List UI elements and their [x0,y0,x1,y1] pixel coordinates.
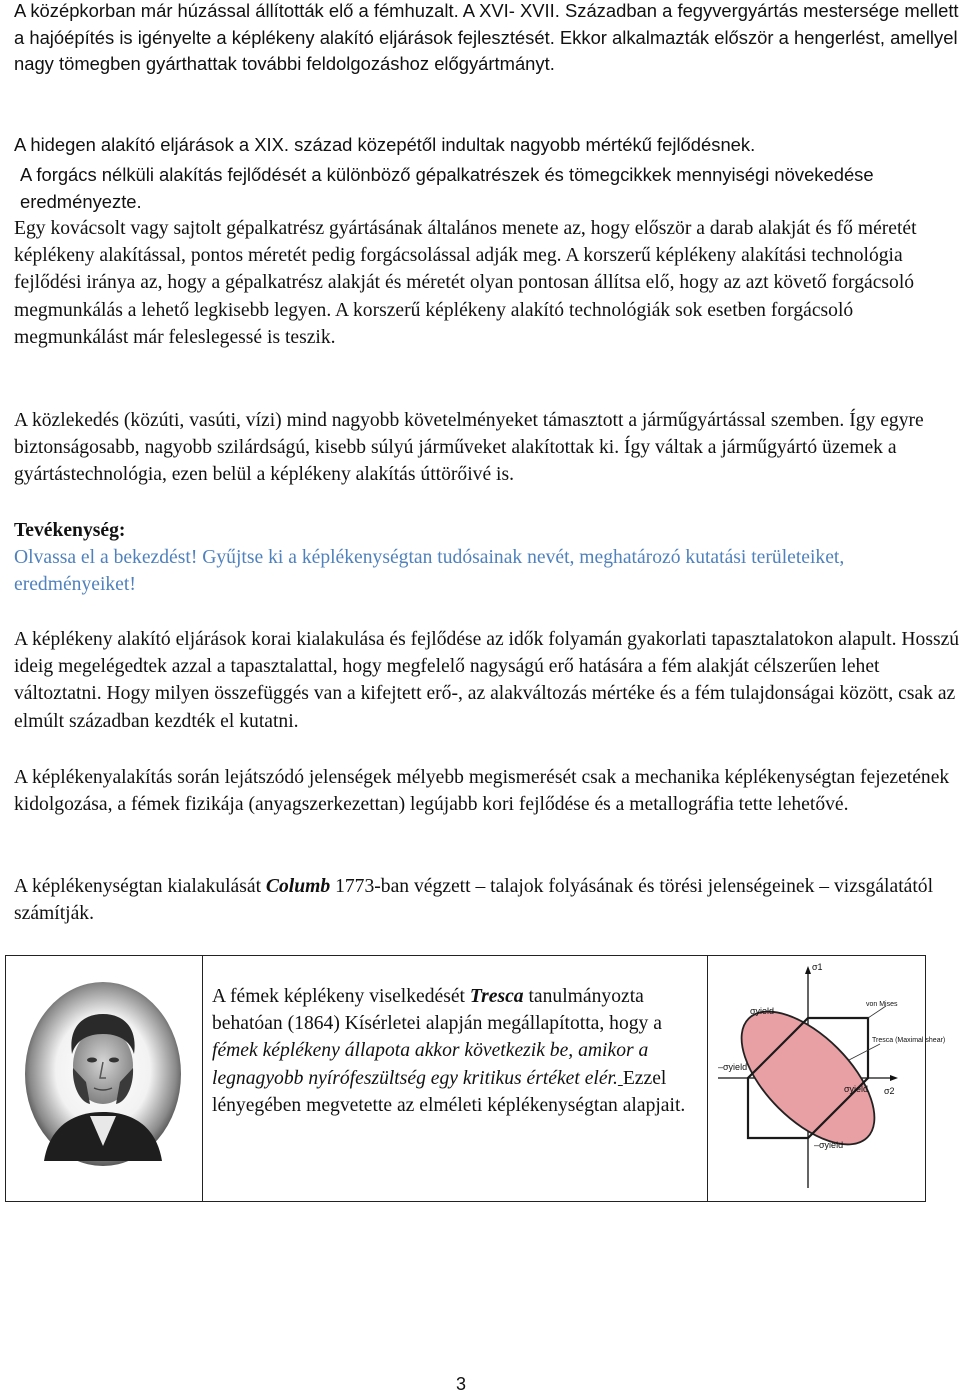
sigma1-label: σ1 [812,962,823,972]
paragraph-early-forming: A képlékeny alakító eljárások korai kialakulása és fejlődése az idők folyamán gyakorlati tapasztalatokon alapult. Hosszú ideig megelégedtek azzal a tapasztalattal, hogy megfelelő nagyságú erő hatására a fém alakját célszerűen lehet változtatni. Hogy milyen összefüggés van a kifejtett erő-, az alakváltozás mértéke és a fém tulajdonságai között, csak az elmúlt században kezdték el kutatni. [14,629,960,732]
tresca-criterion: fémek képlékeny állapota akkor következik be, amikor a legnagyobb nyírófeszültség egy kritikus értéket elér. [212,1040,649,1089]
portrait-cell [6,956,203,1202]
paragraph-chipless-forming: A forgács nélküli alakítás fejlődését a különböző gépalkatrészek és tömegcikkek mennyiségi növekedése eredményezte. [20,164,874,212]
tresca-name: Tresca [469,986,524,1007]
paragraph-cold-forming: A hidegen alakító eljárások a XIX. század közepétől indultak nagyobb mértékű fejlődésnek. [14,134,756,155]
activity-text: Olvassa el a bekezdést! Gyűjtse ki a képlékenységtan tudósainak nevét, meghatározó kutatási területeiket, eredményeiket! [14,547,845,596]
syield-right-label: σyield [844,1084,869,1094]
von-mises-label: von Mises [866,1001,898,1008]
tresca-table [5,955,946,1202]
paragraph-forged-part: Egy kovácsolt vagy sajtolt gépalkatrész gyártásának általános menete az, hogy először a darab alakját és fő méretét képlékeny alakítással, pontos méretét pedig forgácsolással adják meg. A korszerű képlékeny alakítási technológia fejlődési iránya az, hogy a gépalkatrész alakját és méretét olyan pontosan állítsa elő, hogy az azt követő forgácsoló megmunkálás a lehető legkisebb legyen. A korszerű képlékeny alakító technológiák sok esetben forgácsoló megmunkálást már feleslegessé is teszik. [14,218,917,348]
tresca-text-cell [203,956,708,1202]
columb-name: Columb [265,876,331,897]
syield-bottom-label: –σyield [814,1140,844,1150]
paragraph-plasticity-theory: A képlékenyalakítás során lejátszódó jelenségek mélyebb megismerését csak a mechanika képlékenységtan fejezetének kidolgozása, a fémek fizikája (anyagszerkezettan) legújabb kori fejlődése és a metallográfia tette lehetővé. [14,767,950,816]
activity-box [14,517,960,599]
tresca-portrait-image [6,956,202,1200]
syield-left-label: –σyield [718,1062,748,1072]
yield-criterion-diagram [708,956,946,1200]
syield-top-label: σyield [750,1006,775,1016]
paragraph-columb: A képlékenységtan kialakulását Columb 1773-ban végzett – talajok folyásának és törési jelenségeinek – vizsgálatától számítják. [14,876,934,925]
yield-diagram-cell [708,956,946,1202]
page-number: 3 [456,1374,467,1394]
tresca-diagram-label: Tresca (Maximal shear) [872,1037,946,1044]
activity-label: Tevékenység: [14,520,126,541]
tresca-paragraph: A fémek képlékeny viselkedését Tresca tanulmányozta behatóan (1864) Kísérletei alapján megállapította, hogy a fémek képlékeny állapota akkor következik be, amikor a legnagyobb nyírófeszültség egy kritikus értéket elér. Ezzel lényegében megvetette az elméleti képlékenységtan alapjait. [212,986,686,1116]
paragraph-medieval-wire: A középkorban már húzással állították elő a fémhuzalt. A XVI- XVII. Században a fegyvergyártás mestersége mellett a hajóépítés is igényelte a képlékeny alakító eljárások fejlesztését. Ekkor alkalmazták először a hengerlést, amellyel nagy tömegben gyárthattak további feldolgozáshoz előgyártmányt. [14,0,959,74]
sigma2-label: σ2 [884,1086,895,1096]
paragraph-transport: A közlekedés (közúti, vasúti, vízi) mind nagyobb követelményeket támasztott a járműgyártással szemben. Így egyre biztonságosabb, nagyobb szilárdságú, kisebb súlyú járműveket alakítottak ki. Így váltak a járműgyártó üzemek a gyártástechnológia, ezen belül a képlékeny alakítás úttörőivé is. [14,410,924,486]
